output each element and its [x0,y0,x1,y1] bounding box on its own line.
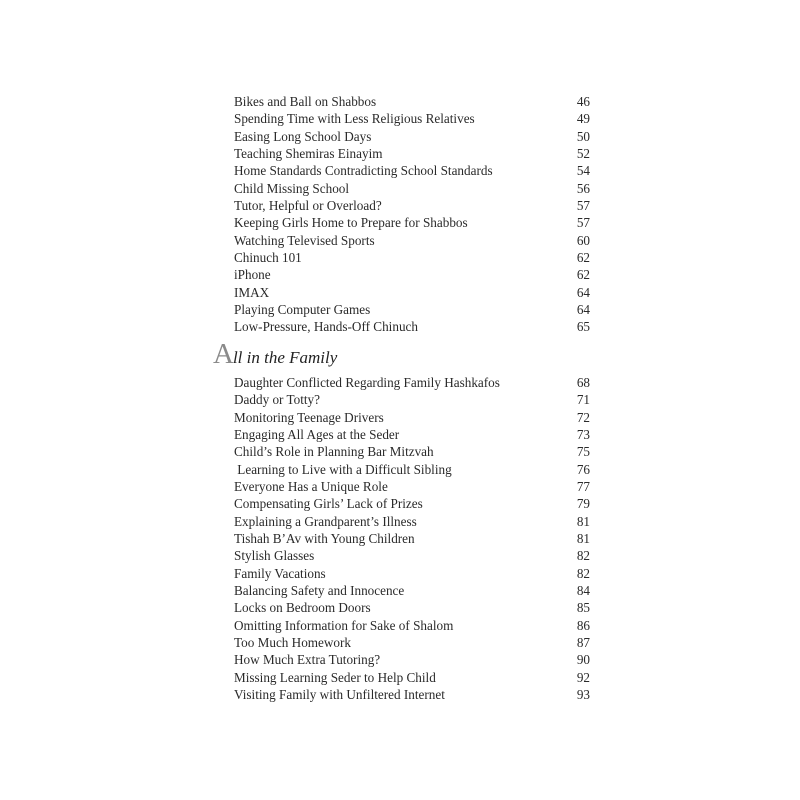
toc-entry [234,110,590,127]
toc-entry [234,547,590,564]
toc-entry [234,266,590,283]
entry-title: Compensating Girls’ Lack of Prizes [234,496,423,512]
entry-page-number: 62 [576,249,590,265]
toc-entry [234,495,590,512]
entry-title: Explaining a Grandparent’s Illness [234,513,417,529]
toc-list-section-1 [234,93,590,336]
entry-page-number: 68 [576,375,590,390]
toc-entry [234,582,590,599]
entry-title: Tishah B’Av with Young Children [234,530,415,546]
toc-entry [234,214,590,231]
entry-title: IMAX [234,284,270,300]
entry-page-number: 86 [576,617,590,633]
entry-page-number: 50 [576,128,590,144]
toc-entry [234,162,590,179]
toc-entry [234,128,590,145]
toc-entry [234,249,590,266]
entry-title: Playing Computer Games [234,301,371,317]
entry-title: Child’s Role in Planning Bar Mitzvah [234,444,434,460]
entry-page-number: 52 [576,145,590,161]
entry-title: iPhone [234,267,271,283]
toc-entry [234,634,590,651]
entry-page-number: 64 [576,284,590,300]
entry-title: Learning to Live with a Difficult Sibling [234,461,452,477]
toc-entry [234,461,590,478]
entry-page-number: 75 [576,444,590,460]
entry-page-number: 90 [576,652,590,668]
toc-entry [234,180,590,197]
entry-title: Teaching Shemiras Einayim [234,145,383,161]
entry-page-number: 93 [576,686,590,702]
entry-page-number: 82 [576,548,590,564]
entry-page-number: 65 [576,319,590,335]
entry-page-number: 56 [576,180,590,196]
entry-page-number: 57 [576,197,590,213]
entry-title: Engaging All Ages at the Seder [234,426,400,442]
entry-page-number: 79 [576,496,590,512]
entry-title: Tutor, Helpful or Overload? [234,197,382,213]
toc-entry [234,197,590,214]
entry-page-number: 46 [576,94,590,109]
heading-initial: A [213,338,233,370]
entry-page-number: 81 [576,513,590,529]
toc-entry [234,530,590,547]
entry-page-number: 81 [576,530,590,546]
entry-title: Missing Learning Seder to Help Child [234,669,436,685]
entry-title: Locks on Bedroom Doors [234,600,371,616]
entry-page-number: 54 [576,163,590,179]
entry-title: Spending Time with Less Religious Relatives [234,111,475,127]
toc-entry [234,651,590,668]
entry-title: Balancing Safety and Innocence [234,582,405,598]
entry-title: Watching Televised Sports [234,232,375,248]
entry-title: Everyone Has a Unique Role [234,478,388,494]
toc-entry [234,391,590,408]
entry-title: How Much Extra Tutoring? [234,652,381,668]
entry-title: Chinuch 101 [234,249,302,265]
entry-title: Omitting Information for Sake of Shalom [234,617,454,633]
entry-title: Visiting Family with Unfiltered Internet [234,686,445,702]
entry-page-number: 57 [576,215,590,231]
entry-page-number: 92 [576,669,590,685]
toc-list-section-2 [234,374,590,703]
entry-page-number: 60 [576,232,590,248]
entry-page-number: 71 [576,392,590,408]
section-heading [213,338,337,371]
toc-entry [234,599,590,616]
toc-entry [234,145,590,162]
toc-entry [234,284,590,301]
toc-entry [234,409,590,426]
entry-page-number: 49 [576,111,590,127]
toc-entry [234,93,590,110]
entry-title: Stylish Glasses [234,548,315,564]
entry-page-number: 76 [576,461,590,477]
entry-page-number: 85 [576,600,590,616]
entry-page-number: 73 [576,426,590,442]
entry-title: Child Missing School [234,180,350,196]
heading-text: ll in the Family [232,348,338,367]
entry-title: Too Much Homework [234,634,352,650]
toc-entry [234,232,590,249]
entry-title: Home Standards Contradicting School Standards [234,163,493,179]
toc-entry [234,426,590,443]
entry-title: Daughter Conflicted Regarding Family Hashkafos [234,375,500,390]
entry-title: Bikes and Ball on Shabbos [234,94,377,109]
entry-page-number: 77 [576,478,590,494]
entry-page-number: 82 [576,565,590,581]
toc-entry [234,617,590,634]
entry-page-number: 62 [576,267,590,283]
toc-entry [234,301,590,318]
entry-page-number: 87 [576,634,590,650]
entry-title: Easing Long School Days [234,128,372,144]
toc-entry [234,513,590,530]
entry-title: Keeping Girls Home to Prepare for Shabbos [234,215,468,231]
toc-entry [234,374,590,391]
toc-entry [234,669,590,686]
entry-title: Low-Pressure, Hands-Off Chinuch [234,319,418,335]
entry-title: Monitoring Teenage Drivers [234,409,384,425]
entry-page-number: 64 [576,301,590,317]
entry-title: Family Vacations [234,565,326,581]
toc-entry [234,443,590,460]
toc-entry [234,478,590,495]
entry-title: Daddy or Totty? [234,392,321,408]
entry-page-number: 84 [576,582,590,598]
entry-page-number: 72 [576,409,590,425]
toc-entry [234,686,590,703]
toc-entry [234,565,590,582]
toc-entry [234,318,590,335]
